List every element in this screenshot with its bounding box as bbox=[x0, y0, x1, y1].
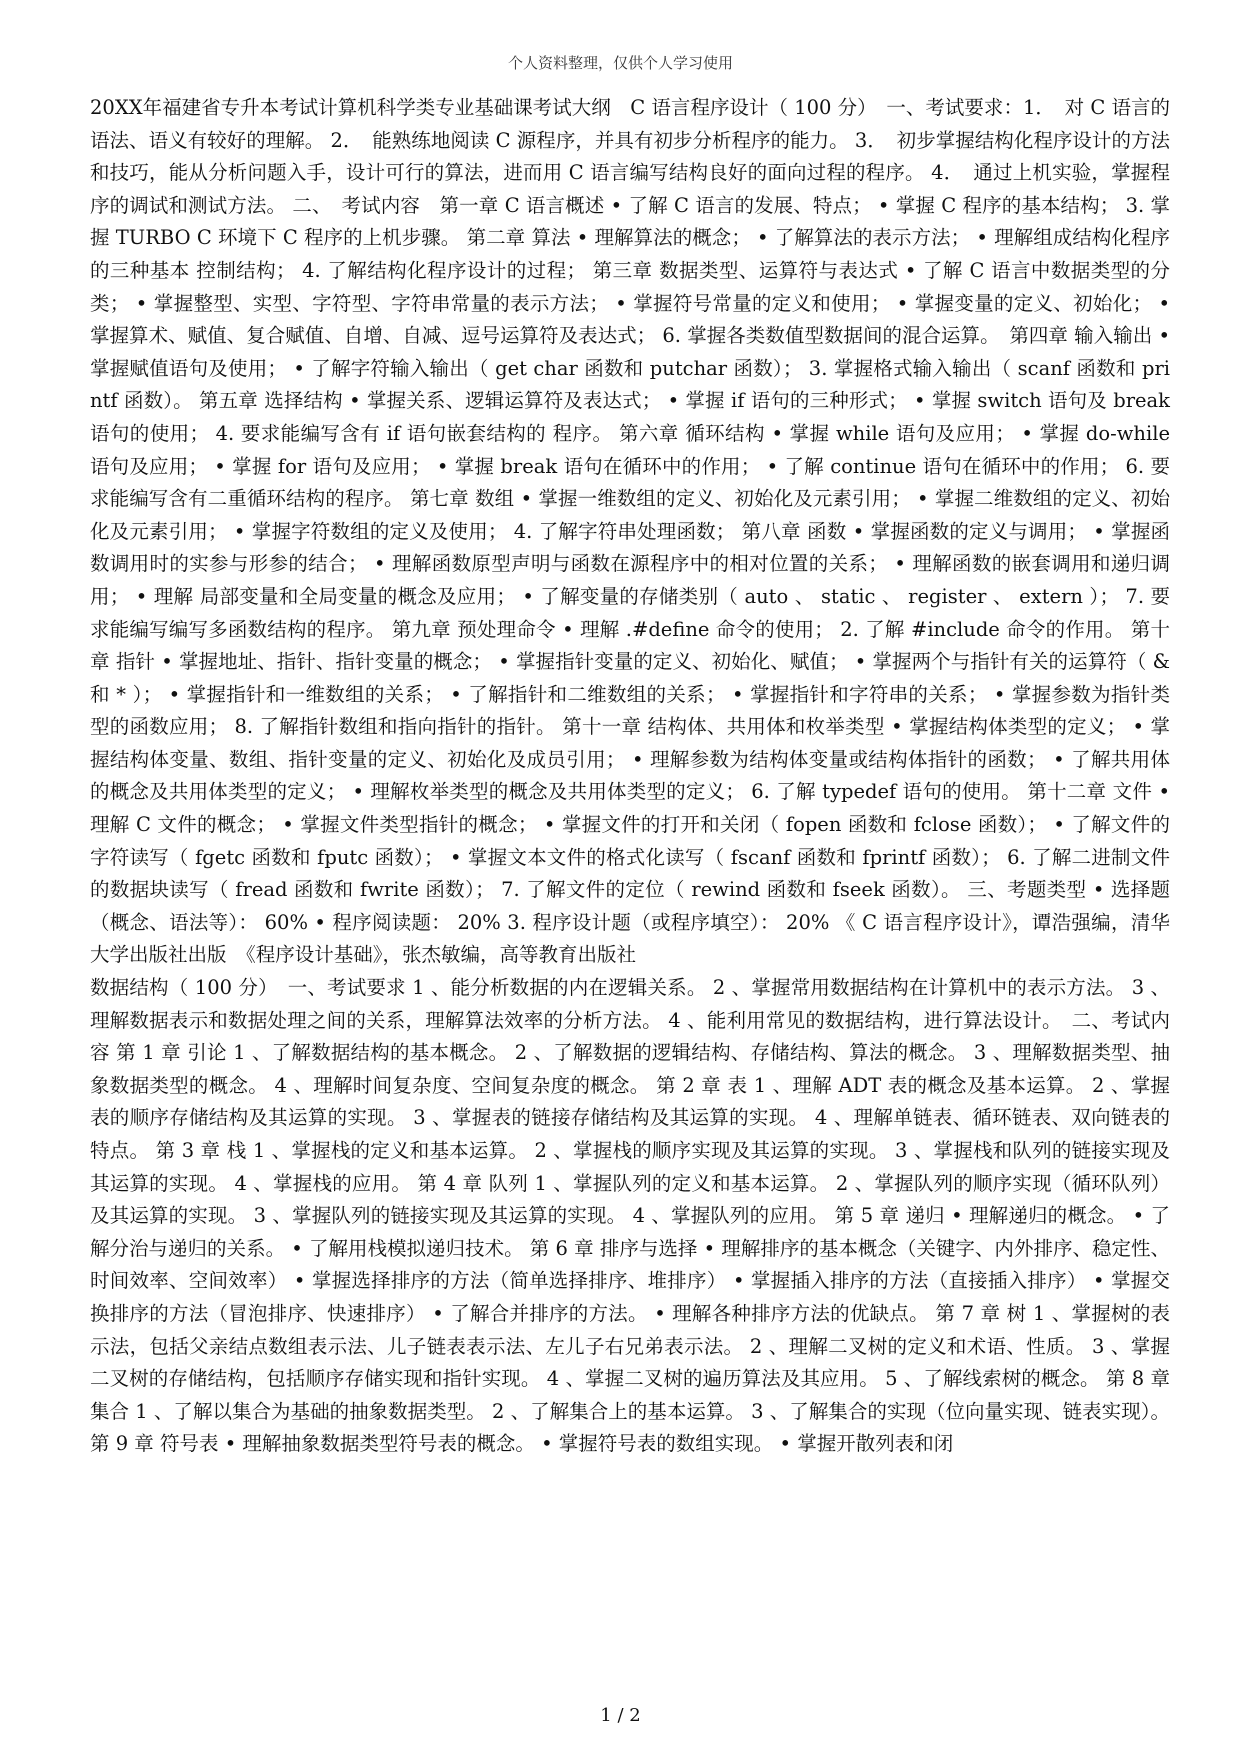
page-header: 个人资料整理，仅供个人学习使用 bbox=[507, 54, 733, 72]
data-structures-syllabus-paragraph: 数据结构（ 100 分） 一、考试要求 1 、能分析数据的内在逻辑关系。 2 、掌握常用数据结构在计算机中的表示方法。 3 、理解数据表示和数据处理之间的关系，理解算法效率的分析方法。 4 、能利用常见的数据结构，进行算法设计。 二、考试内容 第 1 章 引论 1 、了解数据结构的基本概念。 2 、了解数据的逻辑结构、存储结构、算法的概念。 3 、理解数据类型、抽象数据类型的概念。 4 、理解时间复杂度、空间复杂度的概念。 第 2 章 表 1 、理解 ADT 表的概念及基本运算。 2 、掌握表的顺序存储结构及其运算的实现。 3 、掌握表的链接存储结构及其运算的实现。 4 、理解单链表、循环链表、双向链表的特点。 第 3 章 栈 1 、掌握栈的定义和基本运算。 2 、掌握栈的顺序实现及其运算的实现。 3 、掌握栈和队列的链接实现及其运算的实现。 4 、掌握栈的应用。 第 4 章 队列 1 、掌握队列的定义和基本运算。 2 、掌握队列的顺序实现（循环队列）及其运算的实现。 3 、掌握队列的链接实现及其运算的实现。 4 、掌握队列的应用。 第 5 章 递归 • 理解递归的概念。 • 了解分治与递归的关系。 • 了解用栈模拟递归技术。 第 6 章 排序与选择 • 理解排序的基本概念（关键字、内外排序、稳定性、时间效率、空间效率） • 掌握选择排序的方法（简单选择排序、堆排序） • 掌握插入排序的方法（直接插入排序） • 掌握交换排序的方法（冒泡排序、快速排序） • 了解合并排序的方法。 • 理解各种排序方法的优缺点。 第 7 章 树 1 、掌握树的表示法，包括父亲结点数组表示法、儿子链表表示法、左儿子右兄弟表示法。 2 、理解二叉树的定义和术语、性质。 3 、掌握二叉树的存储结构，包括顺序存储实现和指针实现。 4 、掌握二叉树的遍历算法及其应用。 5 、了解线索树的概念。 第 8 章 集合 1 、了解以集合为基础的抽象数据类型。 2 、了解集合上的基本运算。 3 、了解集合的实现（位向量实现、链表实现）。 第 9 章 符号表 • 理解抽象数据类型符号表的概念。 • 掌握符号表的数组实现。 • 掌握开散列表和闭 bbox=[90, 976, 1170, 1456]
c-language-syllabus-paragraph: 20XX年福建省专升本考试计算机科学类专业基础课考试大纲 C 语言程序设计（ 100 分） 一、考试要求：1． 对 C 语言的语法、语义有较好的理解。 2． 能熟练地阅读 C 源程序，并具有初步分析程序的能力。 3． 初步掌握结构化程序设计的方法和技巧，能从分析问题入手，设计可行的算法，进而用 C 语言编写结构良好的面向过程的程序。 4． 通过上机实验，掌握程序的调试和测试方法。 二、 考试内容 第一章 C 语言概述 • 了解 C 语言的发展、特点； • 掌握 C 程序的基本结构； 3. 掌握 TURBO C 环境下 C 程序的上机步骤。 第二章 算法 • 理解算法的概念； • 了解算法的表示方法； • 理解组成结构化程序的三种基本 控制结构； 4. 了解结构化程序设计的过程； 第三章 数据类型、运算符与表达式 • 了解 C 语言中数据类型的分类； • 掌握整型、实型、字符型、字符串常量的表示方法； • 掌握符号常量的定义和使用； • 掌握变量的定义、初始化； • 掌握算术、赋值、复合赋值、自增、自减、逗号运算符及表达式； 6. 掌握各类数值型数据间的混合运算。 第四章 输入输出 • 掌握赋值语句及使用； • 了解字符输入输出（ get char 函数和 putchar 函数）； 3. 掌握格式输入输出（ scanf 函数和 printf 函数）。 第五章 选择结构 • 掌握关系、逻辑运算符及表达式； • 掌握 if 语句的三种形式； • 掌握 switch 语句及 break 语句的使用； 4. 要求能编写含有 if 语句嵌套结构的 程序。 第六章 循环结构 • 掌握 while 语句及应用； • 掌握 do-while 语句及应用； • 掌握 for 语句及应用； • 掌握 break 语句在循环中的作用； • 了解 continue 语句在循环中的作用； 6. 要求能编写含有二重循环结构的程序。 第七章 数组 • 掌握一维数组的定义、初始化及元素引用； • 掌握二维数组的定义、初始化及元素引用； • 掌握字符数组的定义及使用； 4. 了解字符串处理函数； 第八章 函数 • 掌握函数的定义与调用； • 掌握函数调用时的实参与形参的结合； • 理解函数原型声明与函数在源程序中的相对位置的关系； • 理解函数的嵌套调用和递归调用； • 理解 局部变量和全局变量的概念及应用； • 了解变量的存储类别（ auto 、 static 、 register 、 extern ）； 7. 要求能编写编写多函数结构的程序。 第九章 预处理命令 • 理解 .#define 命令的使用； 2. 了解 #include 命令的作用。 第十章 指针 • 掌握地址、指针、指针变量的概念； • 掌握指针变量的定义、初始化、赋值； • 掌握两个与指针有关的运算符（ & 和 * ）； • 掌握指针和一维数组的关系； • 了解指针和二维数组的关系； • 掌握指针和字符串的关系； • 掌握参数为指针类型的函数应用； 8. 了解指针数组和指向指针的指针。 第十一章 结构体、共用体和枚举类型 • 掌握结构体类型的定义； • 掌握结构体变量、数组、指针变量的定义、初始化及成员引用； • 理解参数为结构体变量或结构体指针的函数； • 了解共用体的概念及共用体类型的定义； • 理解枚举类型的概念及共用体类型的定义； 6. 了解 typedef 语句的使用。 第十二章 文件 • 理解 C 文件的概念； • 掌握文件类型指针的概念； • 掌握文件的打开和关闭（ fopen 函数和 fclose 函数）； • 了解文件的字符读写（ fgetc 函数和 fputc 函数）； • 掌握文本文件的格式化读写（ fscanf 函数和 fprintf 函数）； 6. 了解二进制文件的数据块读写（ fread 函数和 fwrite 函数）； 7. 了解文件的定位（ rewind 函数和 fseek 函数）。 三、考题类型 • 选择题（概念、语法等）： 60% • 程序阅读题： 20% 3. 程序设计题（或程序填空）： 20% 《 C 语言程序设计》，谭浩强编，清华大学出版社出版 《程序设计基础》，张杰敏编，高等教育出版社 bbox=[90, 96, 1170, 967]
page-number: 1 / 2 bbox=[600, 1705, 641, 1726]
document-body bbox=[90, 92, 1170, 1461]
